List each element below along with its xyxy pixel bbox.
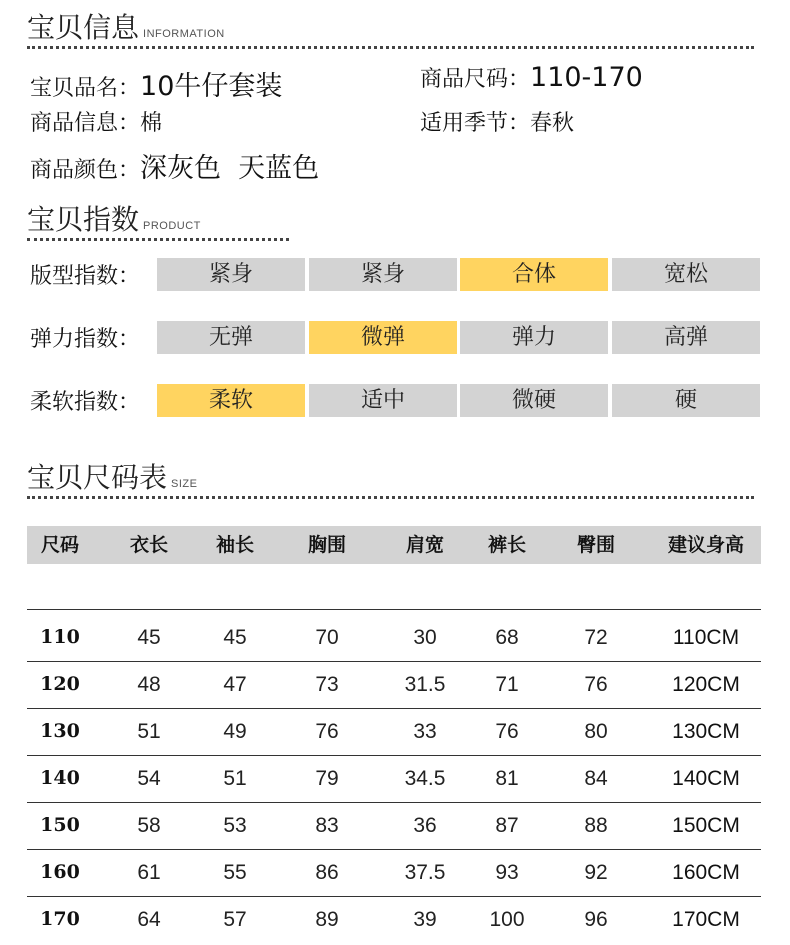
index-row-label: 弹力指数： [30,327,141,352]
size-table-cell: 31.5 [404,673,446,696]
info-section-title [27,6,225,46]
size-table-cell: 130CM [672,720,740,743]
index-option: 宽松 [612,258,760,291]
size-table-header-cell: 臀围 [576,534,615,556]
size-subtitle: SIZE [171,478,198,490]
size-row-label: 130 [40,720,80,742]
size-table-header-cell: 袖长 [215,534,254,556]
size-table-rule [27,708,761,709]
size-table-cell: 51 [137,720,161,743]
product-material-label: 商品信息： [30,111,141,136]
size-table-cell: 34.5 [404,767,446,790]
size-table-cell: 86 [315,861,339,884]
size-table-header-cell: 尺码 [40,534,79,556]
size-table-cell: 54 [137,767,161,790]
index-option-selected: 柔软 [157,384,305,417]
size-table-cell: 37.5 [404,861,446,884]
size-table-header [27,526,761,564]
product-season-label: 适用季节： [420,111,531,136]
size-table-cell: 36 [413,814,437,837]
size-table-cell: 89 [315,908,339,931]
size-table-cell: 39 [413,908,437,931]
size-row-label: 160 [40,861,80,883]
size-row-label: 120 [40,673,80,695]
index-option: 适中 [309,384,457,417]
size-table-cell: 140CM [672,767,740,790]
size-table-header-cell: 肩宽 [405,534,444,556]
info-subtitle: INFORMATION [143,28,225,40]
size-table-cell: 160CM [672,861,740,884]
size-table-cell: 45 [137,626,161,649]
size-table-header-cell: 胸围 [307,534,346,556]
size-table-cell: 120CM [672,673,740,696]
size-table-cell: 57 [223,908,247,931]
index-option: 高弹 [612,321,760,354]
size-table-cell: 72 [584,626,608,649]
index-option: 无弹 [157,321,305,354]
size-table-cell: 70 [315,626,339,649]
size-table-cell: 76 [315,720,339,743]
size-table-rule [27,609,761,610]
info-title-text: 宝贝信息 [27,11,140,44]
size-table-cell: 93 [495,861,519,884]
size-table-header-cell: 衣长 [129,534,168,556]
size-table-cell: 61 [137,861,161,884]
index-option: 弹力 [460,321,608,354]
size-table-header-cell: 建议身高 [667,534,744,556]
product-name-row [30,64,282,103]
index-section-title [27,198,201,238]
index-option-selected: 微弹 [309,321,457,354]
size-table-rule [27,802,761,803]
index-title-text: 宝贝指数 [27,203,140,236]
size-table-cell: 53 [223,814,247,837]
size-table-cell: 58 [137,814,161,837]
size-table-cell: 83 [315,814,339,837]
product-color-value: 深灰色 天蓝色 [140,153,320,184]
size-divider [27,496,754,499]
product-color-label: 商品颜色： [30,158,141,183]
product-season-row [420,106,574,137]
index-subtitle: PRODUCT [143,220,201,232]
size-row-label: 140 [40,767,80,789]
index-option-selected: 合体 [460,258,608,291]
size-table-cell: 71 [495,673,519,696]
info-divider [27,46,754,49]
size-table-cell: 170CM [672,908,740,931]
size-table-cell: 81 [495,767,519,790]
size-table-cell: 45 [223,626,247,649]
size-title-text: 宝贝尺码表 [27,461,168,494]
size-table-cell: 100 [489,908,525,931]
index-row-label: 版型指数： [30,264,141,289]
product-material-value: 棉 [140,111,163,136]
index-divider [27,238,289,241]
product-name-value: 10牛仔套装 [140,71,283,102]
size-table-cell: 88 [584,814,608,837]
size-table-cell: 55 [223,861,247,884]
index-option: 微硬 [460,384,608,417]
size-table-rule [27,661,761,662]
size-table-rule [27,849,761,850]
product-size-label: 商品尺码： [420,67,531,92]
size-table-rule [27,896,761,897]
size-row-label: 110 [40,626,80,648]
size-table-cell: 30 [413,626,437,649]
product-name-label: 宝贝品名： [30,76,141,101]
index-option: 紧身 [157,258,305,291]
product-material-row [30,106,162,137]
size-table-cell: 96 [584,908,608,931]
size-table-cell: 73 [315,673,339,696]
product-color-row [30,146,319,185]
size-table-cell: 150CM [672,814,740,837]
size-table-cell: 76 [584,673,608,696]
index-option: 紧身 [309,258,457,291]
size-table-cell: 47 [223,673,247,696]
size-table-cell: 64 [137,908,161,931]
product-size-row [420,62,643,93]
size-table-cell: 110CM [672,626,740,649]
size-table-cell: 87 [495,814,519,837]
size-table-rule [27,755,761,756]
size-table-cell: 92 [584,861,608,884]
size-row-label: 150 [40,814,80,836]
product-size-value: 110-170 [530,62,643,93]
size-table-cell: 51 [223,767,247,790]
size-table-cell: 80 [584,720,608,743]
size-section-title [27,456,197,496]
size-table-cell: 48 [137,673,161,696]
size-table-cell: 33 [413,720,437,743]
size-table-cell: 84 [584,767,608,790]
size-row-label: 170 [40,908,80,930]
product-season-value: 春秋 [530,111,575,136]
size-table-header-cell: 裤长 [487,534,526,556]
size-table-cell: 79 [315,767,339,790]
size-table-cell: 76 [495,720,519,743]
index-option: 硬 [612,384,760,417]
index-row-label: 柔软指数： [30,390,141,415]
size-table-cell: 68 [495,626,519,649]
size-table-cell: 49 [223,720,247,743]
